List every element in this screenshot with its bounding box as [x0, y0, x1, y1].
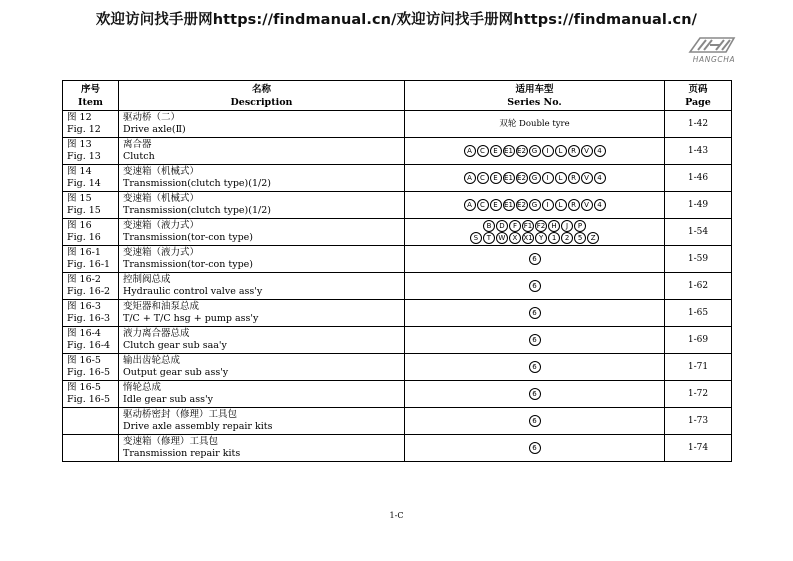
description-cell	[119, 354, 405, 381]
series-code: B	[483, 220, 495, 232]
series-code: C	[477, 145, 489, 157]
description-en: Transmission(tor-con type)	[123, 259, 253, 270]
description-cn: 变速箱（修理）工具包	[123, 435, 219, 447]
description-cell	[119, 111, 405, 138]
description-en: Idle gear sub ass'y	[123, 394, 213, 405]
figure-ref-cn: 图 14	[67, 165, 92, 177]
series-code: S	[470, 232, 482, 244]
series-code: V	[581, 172, 593, 184]
description-en: T/C + T/C hsg + pump ass'y	[123, 313, 259, 324]
table-row	[63, 138, 732, 165]
series-code: A	[464, 145, 476, 157]
page-cell: 1-65	[665, 300, 732, 327]
series-code: G	[529, 199, 541, 211]
series-cell	[405, 300, 665, 327]
description-cn: 惰轮总成	[123, 381, 162, 393]
header-page-cn: 页码	[688, 83, 708, 95]
description-en: Output gear sub ass'y	[123, 367, 229, 378]
series-code-line	[409, 307, 660, 320]
figure-ref-cell	[63, 138, 119, 165]
watermark-text: 欢迎访问找手册网https://findmanual.cn/欢迎访问找手册网https://findmanual.cn/	[95, 12, 698, 28]
series-code: E1	[504, 200, 513, 209]
page-number: 1-C	[389, 511, 404, 520]
series-code-line	[409, 220, 660, 233]
figure-ref-en: Fig. 16-2	[67, 286, 111, 297]
table-row	[63, 273, 732, 300]
series-code: A	[464, 199, 476, 211]
series-code: 6	[529, 388, 541, 400]
series-code: 5	[574, 232, 586, 244]
page-cell: 1-42	[665, 111, 732, 138]
figure-ref-cell	[63, 300, 119, 327]
figure-ref-en: Fig. 14	[67, 178, 101, 189]
series-cell	[405, 165, 665, 192]
figure-ref-cn: 图 13	[67, 138, 92, 150]
description-cn: 驱动桥密封（修理）工具包	[123, 408, 238, 420]
figure-ref-cell	[63, 219, 119, 246]
series-code: 4	[594, 199, 606, 211]
header-description	[119, 81, 405, 111]
series-code-line	[409, 388, 660, 401]
series-cell	[405, 138, 665, 165]
series-code: 4	[594, 145, 606, 157]
series-code: 6	[529, 361, 541, 373]
page-cell: 1-72	[665, 381, 732, 408]
series-code: L	[555, 199, 567, 211]
series-code: X1	[523, 234, 533, 242]
series-code: E2	[517, 200, 526, 209]
series-code: E2	[517, 173, 526, 182]
series-code: E1	[504, 146, 513, 155]
parts-index-table	[62, 80, 732, 462]
series-code: H	[548, 220, 560, 232]
series-code-line	[409, 415, 660, 428]
page-cell: 1-69	[665, 327, 732, 354]
page-cell: 1-54	[665, 219, 732, 246]
header-series-cn: 适用车型	[515, 83, 554, 95]
series-cell	[405, 111, 665, 138]
figure-ref-cell	[63, 354, 119, 381]
page-cell: 1-73	[665, 408, 732, 435]
series-code: J	[561, 220, 573, 232]
series-code: 4	[594, 172, 606, 184]
series-cell	[405, 354, 665, 381]
series-code: Z	[587, 232, 599, 244]
series-cell	[405, 408, 665, 435]
header-page	[665, 81, 732, 111]
description-cell	[119, 327, 405, 354]
table-header-row	[63, 81, 732, 111]
description-cn: 控制阀总成	[123, 273, 171, 285]
series-code: A	[464, 172, 476, 184]
series-code: G	[529, 145, 541, 157]
series-code: D	[496, 220, 508, 232]
header-desc-cn: 名称	[251, 83, 271, 95]
brand-name: HANGCHA	[692, 55, 736, 64]
table-row	[63, 327, 732, 354]
series-code: 6	[529, 253, 541, 265]
series-code: F	[509, 220, 521, 232]
header-series-en: Series No.	[507, 96, 562, 108]
figure-ref-en: Fig. 16-4	[67, 340, 111, 351]
description-cell	[119, 165, 405, 192]
description-en: Transmission(clutch type)(1/2)	[123, 178, 271, 189]
description-cn: 变速箱（机械式）	[123, 165, 200, 177]
figure-ref-cell	[63, 192, 119, 219]
description-en: Transmission(clutch type)(1/2)	[123, 205, 271, 216]
header-desc-en: Description	[230, 96, 293, 108]
page-cell: 1-62	[665, 273, 732, 300]
series-code-line	[409, 172, 660, 185]
table-row	[63, 111, 732, 138]
series-code: 6	[529, 415, 541, 427]
figure-ref-en: Fig. 12	[67, 124, 101, 135]
series-cell	[405, 435, 665, 462]
description-cn: 变速箱（液力式）	[123, 219, 200, 231]
series-code: 6	[529, 442, 541, 454]
header-item-en: Item	[78, 96, 103, 108]
series-code: 6	[529, 334, 541, 346]
description-cn: 变速箱（液力式）	[123, 246, 200, 258]
figure-ref-cell	[63, 273, 119, 300]
page-cell: 1-49	[665, 192, 732, 219]
series-code: I	[542, 199, 554, 211]
figure-ref-en: Fig. 16-3	[67, 313, 111, 324]
series-code: C	[477, 199, 489, 211]
series-code: E	[490, 199, 502, 211]
series-code: P	[574, 220, 586, 232]
series-code: G	[529, 172, 541, 184]
figure-ref-cell	[63, 246, 119, 273]
page-cell: 1-71	[665, 354, 732, 381]
series-code: L	[555, 172, 567, 184]
figure-ref-cell	[63, 408, 119, 435]
series-code: E1	[504, 173, 513, 182]
description-cell	[119, 381, 405, 408]
series-code: 2	[561, 232, 573, 244]
series-code: I	[542, 172, 554, 184]
description-cell	[119, 435, 405, 462]
series-code: T	[483, 232, 495, 244]
series-code: V	[581, 199, 593, 211]
description-cn: 液力离合器总成	[123, 327, 190, 339]
figure-ref-en: Fig. 16-1	[67, 259, 111, 270]
figure-ref-cn: 图 12	[67, 111, 92, 123]
description-cn: 离合器	[123, 138, 152, 150]
series-code: R	[568, 199, 580, 211]
figure-ref-cell	[63, 165, 119, 192]
description-cell	[119, 138, 405, 165]
figure-ref-cell	[63, 111, 119, 138]
figure-ref-cn: 图 15	[67, 192, 92, 204]
page-cell: 1-43	[665, 138, 732, 165]
series-code: W	[496, 232, 508, 244]
series-code: C	[477, 172, 489, 184]
series-cell	[405, 327, 665, 354]
series-code: L	[555, 145, 567, 157]
table-row	[63, 246, 732, 273]
description-en: Transmission repair kits	[123, 448, 241, 459]
series-code: 6	[529, 280, 541, 292]
series-code: F2	[536, 221, 546, 230]
series-code-line	[409, 145, 660, 158]
table-row	[63, 354, 732, 381]
description-cell	[119, 246, 405, 273]
description-cn: 变速箱（机械式）	[123, 192, 200, 204]
series-code: 6	[529, 307, 541, 319]
figure-ref-en: Fig. 16-5	[67, 367, 111, 378]
header-page-en: Page	[685, 96, 711, 108]
series-code-line	[409, 199, 660, 212]
table-row	[63, 408, 732, 435]
series-code: I	[542, 145, 554, 157]
series-code-line	[409, 442, 660, 455]
figure-ref-cn: 图 16-3	[67, 300, 101, 312]
series-code: E2	[517, 146, 526, 155]
table-row	[63, 192, 732, 219]
series-code: E	[490, 172, 502, 184]
series-cell	[405, 273, 665, 300]
figure-ref-cn: 图 16-1	[67, 246, 101, 258]
figure-ref-en: Fig. 16	[67, 232, 101, 243]
page-cell: 1-74	[665, 435, 732, 462]
series-code: F1	[523, 221, 533, 230]
description-en: Transmission(tor-con type)	[123, 232, 253, 243]
header-series	[405, 81, 665, 111]
series-code-line	[409, 334, 660, 347]
series-text: 双轮 Double tyre	[499, 119, 570, 129]
figure-ref-cell	[63, 327, 119, 354]
table-row	[63, 381, 732, 408]
figure-ref-cn: 图 16-4	[67, 327, 101, 339]
series-code: V	[581, 145, 593, 157]
description-cell	[119, 273, 405, 300]
figure-ref-cell	[63, 435, 119, 462]
series-code: 1	[548, 232, 560, 244]
series-code: R	[568, 172, 580, 184]
figure-ref-en: Fig. 16-5	[67, 394, 111, 405]
series-cell	[405, 381, 665, 408]
series-cell	[405, 192, 665, 219]
description-cn: 变矩器和油泵总成	[123, 300, 200, 312]
series-code-line	[409, 280, 660, 293]
series-code-line	[409, 253, 660, 266]
series-cell	[405, 246, 665, 273]
description-en: Hydraulic control valve ass'y	[123, 286, 263, 297]
description-cell	[119, 192, 405, 219]
description-cn: 驱动桥（二）	[123, 111, 181, 123]
header-item-cn: 序号	[80, 83, 100, 95]
figure-ref-cn: 图 16-5	[67, 381, 101, 393]
description-en: Drive axle assembly repair kits	[123, 421, 273, 432]
description-en: Clutch gear sub saa'y	[123, 340, 227, 351]
description-cell	[119, 408, 405, 435]
description-cell	[119, 219, 405, 246]
table-row	[63, 435, 732, 462]
figure-ref-cn: 图 16-5	[67, 354, 101, 366]
series-code: R	[568, 145, 580, 157]
series-code-line	[409, 232, 660, 245]
header-item	[63, 81, 119, 111]
figure-ref-cn: 图 16	[67, 219, 92, 231]
page-cell: 1-59	[665, 246, 732, 273]
page-cell: 1-46	[665, 165, 732, 192]
figure-ref-en: Fig. 13	[67, 151, 101, 162]
figure-ref-en: Fig. 15	[67, 205, 101, 216]
series-code: X	[509, 232, 521, 244]
table-row	[63, 219, 732, 246]
figure-ref-cell	[63, 381, 119, 408]
series-cell	[405, 219, 665, 246]
series-code: E	[490, 145, 502, 157]
table-row	[63, 300, 732, 327]
series-code: Y	[535, 232, 547, 244]
series-code-line	[409, 361, 660, 374]
description-cn: 输出齿轮总成	[123, 354, 181, 366]
table-row	[63, 165, 732, 192]
description-en: Clutch	[123, 151, 155, 162]
description-cell	[119, 300, 405, 327]
figure-ref-cn: 图 16-2	[67, 273, 101, 285]
description-en: Drive axle(Ⅱ)	[123, 124, 186, 135]
